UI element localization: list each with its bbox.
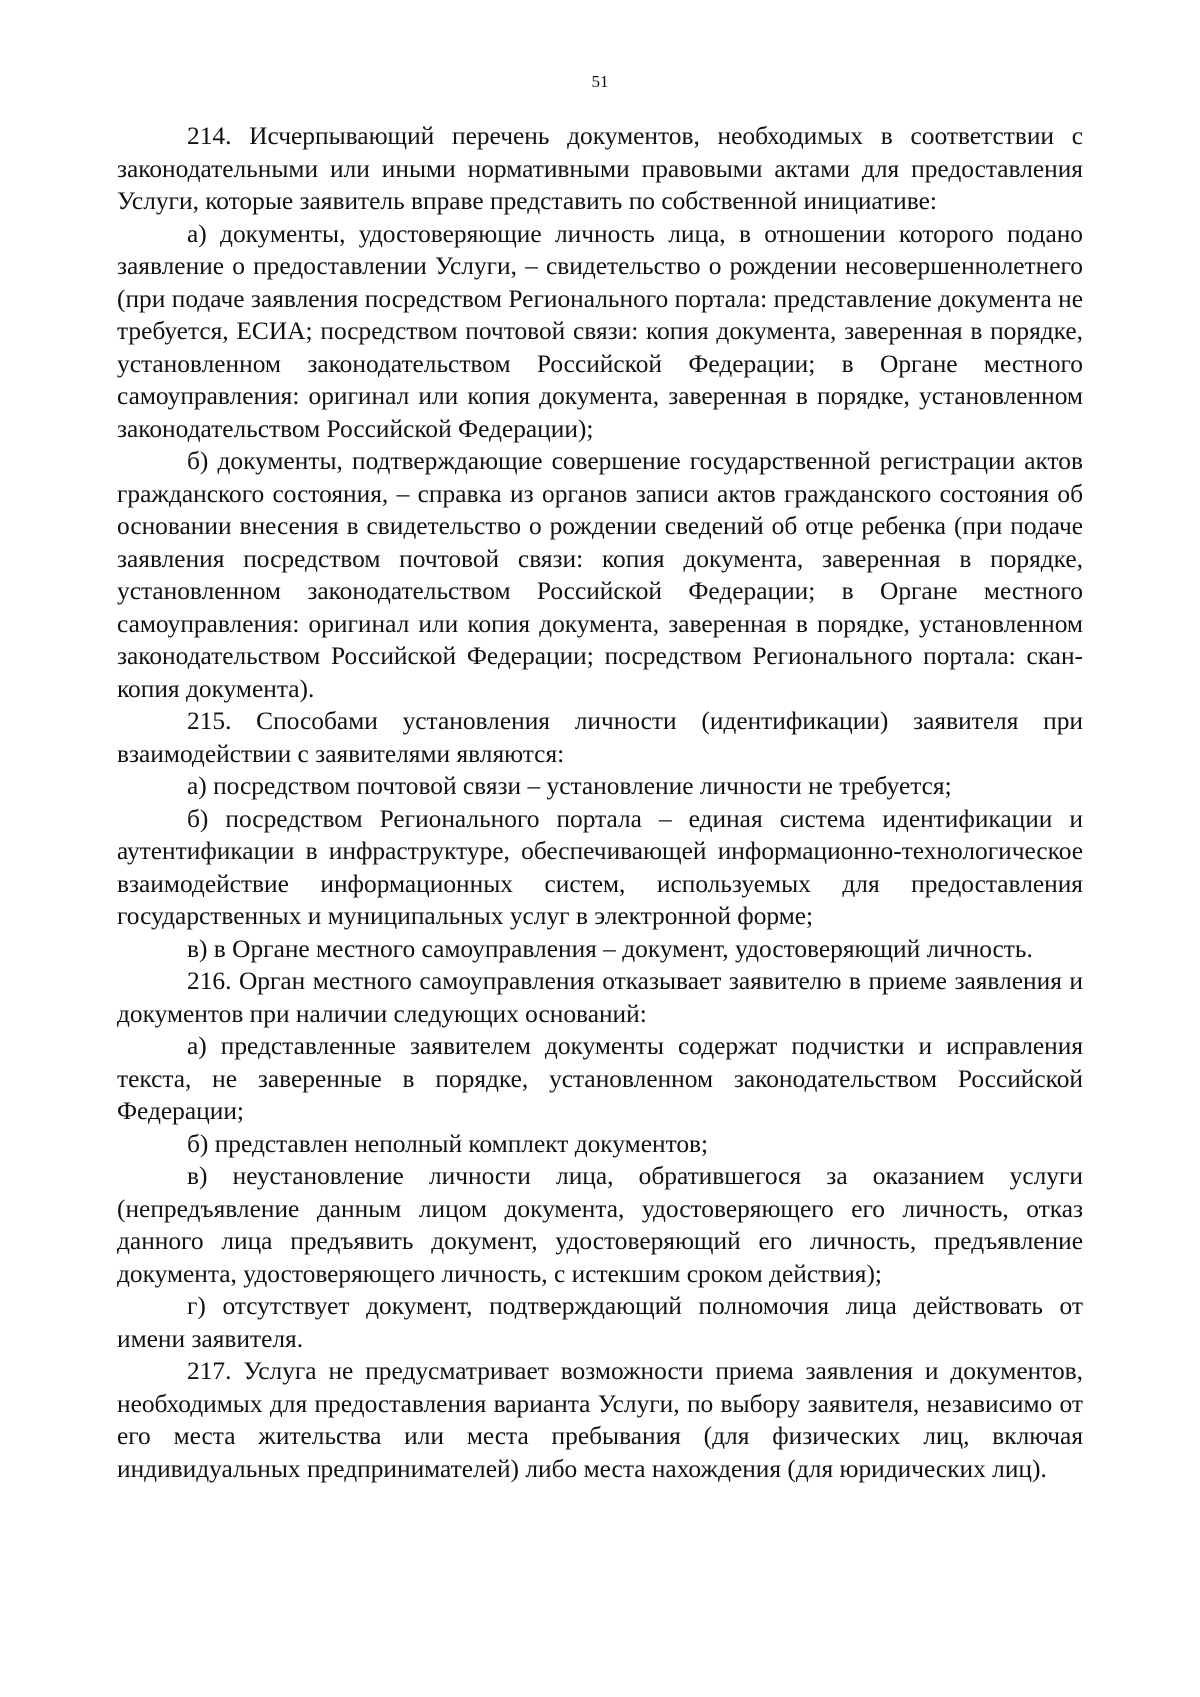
document-body [117, 120, 1083, 1485]
paragraph-215-item-v: в) в Органе местного самоуправления – документ, удостоверяющий личность. [187, 934, 1033, 963]
paragraph-214: 214. Исчерпывающий перечень документов, необходимых в соответствии с законодательными или иными нормативными правовыми актами для предоставления Услуги, которые заявитель вправе представить по собственной инициативе: [117, 122, 1083, 215]
paragraph-216: 216. Орган местного самоуправления отказывает заявителю в приеме заявления и документов при наличии следующих оснований: [117, 967, 1083, 1028]
paragraph-215: 215. Способами установления личности (идентификации) заявителя при взаимодействии с заявителями являются: [117, 707, 1083, 768]
paragraph-216-item-v: в) неустановление личности лица, обратившегося за оказанием услуги (непредъявление данным лицом документа, удостоверяющего его личность, отказ данного лица предъявить документ, удостоверяющий его личность, предъявление документа, удостоверяющего личность, с истекшим сроком действия); [117, 1162, 1083, 1288]
paragraph-215-item-b: б) посредством Регионального портала – единая система идентификации и аутентификации в инфраструктуре, обеспечивающей информационно-технологическое взаимодействие информационных систем, используемых для предоставления государственных и муниципальных услуг в электронной форме; [117, 804, 1083, 930]
paragraph-215-item-a: а) посредством почтовой связи – установление личности не требуется; [187, 772, 952, 800]
page-number: 51 [591, 72, 609, 91]
paragraph-217: 217. Услуга не предусматривает возможности приема заявления и документов, необходимых для предоставления варианта Услуги, по выбору заявителя, независимо от его места жительства или места пребывания (для физических лиц, включая индивидуальных предпринимателей) либо места нахождения (для юридических лиц). [117, 1357, 1083, 1483]
paragraph-216-item-a: а) представленные заявителем документы содержат подчистки и исправления текста, не заверенные в порядке, установленном законодательством Российской Федерации; [117, 1032, 1083, 1125]
paragraph-214-item-a: а) документы, удостоверяющие личность лица, в отношении которого подано заявление о предоставлении Услуги, – свидетельство о рождении несовершеннолетнего (при подаче заявления посредством Регионального портала: представление документа не требуется, ЕСИА; посредством почтовой связи: копия документа, заверенная в порядке, установленном законодательством Российской Федерации; в Органе местного самоуправления: оригинал или копия документа, заверенная в порядке, установленном законодательством Российской Федерации); [117, 219, 1083, 443]
paragraph-216-item-b: б) представлен неполный комплект документов; [187, 1129, 709, 1158]
paragraph-214-item-b: б) документы, подтверждающие совершение государственной регистрации актов гражданского состояния, – справка из органов записи актов гражданского состояния об основании внесения в свидетельство о рождении сведений об отце ребенка (при подаче заявления посредством почтовой связи: копия документа, заверенная в порядке, установленном законодательством Российской Федерации; в Органе местного самоуправления: оригинал или копия документа, заверенная в порядке, установленном законодательством Российской Федерации; посредством Регионального портала: скан-копия документа). [117, 447, 1083, 703]
paragraph-216-item-g: г) отсутствует документ, подтверждающий полномочия лица действовать от имени заявителя. [117, 1292, 1083, 1353]
